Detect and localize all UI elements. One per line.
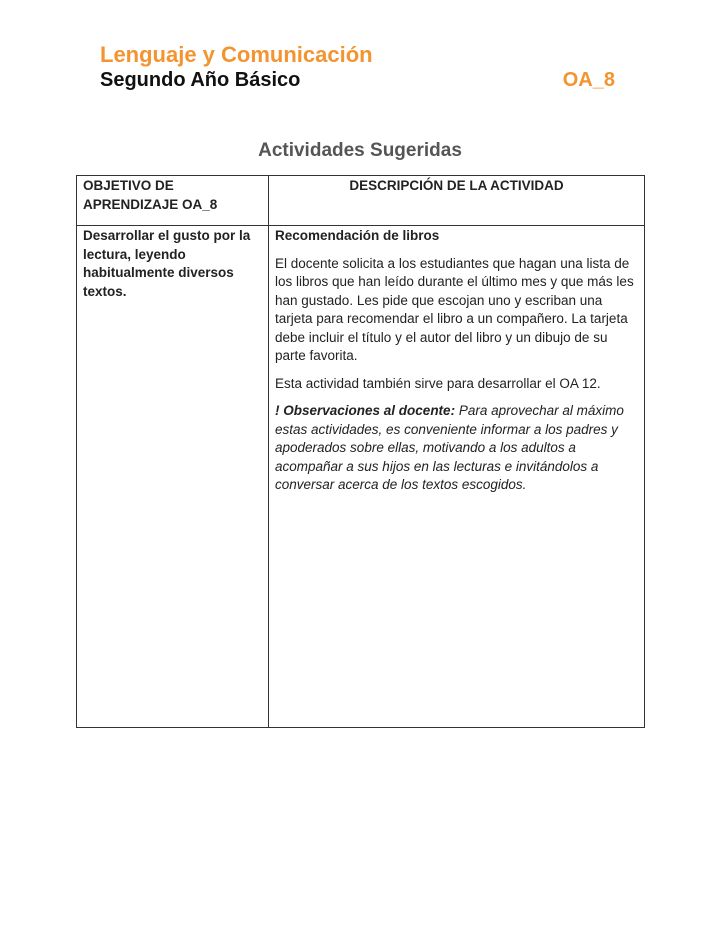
teacher-note-text: Para aprovechar al máximo estas actividades, es conveniente informar a los padres y apoderados sobre ellas, motivando a los adultos a acompañar a sus hijos en las lecturas e invitándolos a conversar acerca de los textos escogidos. <box>275 403 624 492</box>
grade-row <box>100 68 616 92</box>
subject-title: Lenguaje y Comunicación <box>100 42 373 67</box>
header-objective: OBJETIVO DE APRENDIZAJE OA_8 <box>77 176 269 226</box>
objective-cell: Desarrollar el gusto por la lectura, leyendo habitualmente diversos textos. <box>77 226 269 728</box>
teacher-note-label: ! Observaciones al docente: <box>275 403 456 418</box>
document-header <box>100 42 616 92</box>
teacher-note <box>275 402 638 495</box>
table-header-row <box>77 176 645 226</box>
activity-description: El docente solicita a los estudiantes que hagan una lista de los libros que han leído durante el último mes y que más les han gustado. Les pide que escojan uno y escriban una tarjeta para recomendar el libro a un compañero. La tarjeta debe incluir el título y el autor del libro y un dibujo de su parte favorita. <box>275 255 634 363</box>
description-cell <box>269 226 645 728</box>
objective-code: OA_8 <box>562 69 615 91</box>
activity-related-oa: Esta actividad también sirve para desarrollar el OA 12. <box>275 375 601 391</box>
section-title: Actividades Sugeridas <box>258 140 462 161</box>
header-description: DESCRIPCIÓN DE LA ACTIVIDAD <box>269 176 645 226</box>
activity-table <box>76 175 645 728</box>
activity-title: Recomendación de libros <box>275 228 440 243</box>
grade-level: Segundo Año Básico <box>100 69 301 91</box>
table-row <box>77 226 645 728</box>
